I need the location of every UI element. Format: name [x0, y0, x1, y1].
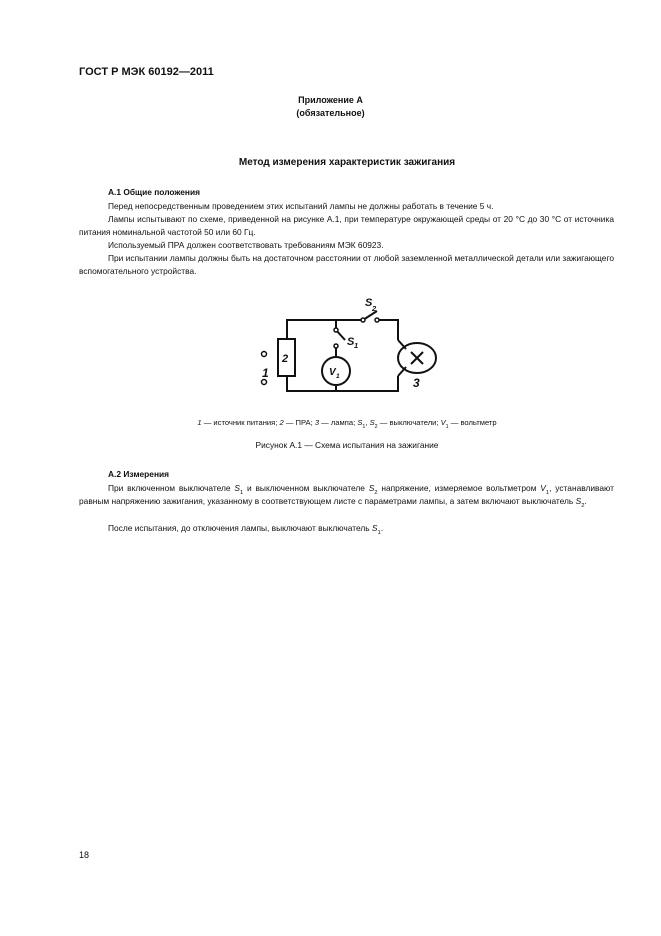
a2-paragraph-2: После испытания, до отключения лампы, выключают выключатель $S_1$.	[108, 523, 384, 536]
document-header: ГОСТ Р МЭК 60192—2011	[79, 66, 214, 78]
voltmeter-circle	[322, 357, 350, 385]
a2-paragraph-1: При включенном выключателе $S_1$ и выключенном выключателе $S_2$ напряжение, измеряемое вольтметром $V_1$, устанавливают равным напряжению зажигания, указанному в соответствующем листе с параметрами лампы, а затем включают выключатель $S_2$.	[79, 483, 614, 510]
label-s2-sub: 2	[372, 304, 377, 313]
a1-paragraph-1: Перед непосредственным проведением этих испытаний лампы не должны работать в течение 5 ч.	[108, 201, 494, 211]
label-source: 1	[262, 366, 269, 380]
a1-paragraph-4: При испытании лампы должны быть на достаточном расстоянии от любой заземленной металлической детали или зажигающего вспомогательного устройства.	[79, 253, 614, 276]
test-circuit-diagram	[0, 290, 661, 410]
label-s1-sub: 1	[354, 341, 359, 350]
figure-caption: Рисунок А.1 — Схема испытания на зажигание	[255, 440, 439, 450]
page-number: 18	[79, 850, 90, 860]
a1-paragraph-3: Используемый ПРА должен соответствовать требованиям МЭК 60923.	[108, 240, 384, 250]
label-s1: S	[347, 336, 355, 348]
label-ballast: 2	[282, 353, 289, 365]
label-voltmeter: V	[329, 367, 336, 378]
switch-s2-contact-left	[361, 318, 365, 322]
source-terminal-top	[262, 352, 267, 357]
wire-top-right	[377, 320, 398, 340]
label-lamp: 3	[413, 376, 420, 390]
appendix-status: (обязательное)	[296, 108, 365, 118]
main-title: Метод измерения характеристик зажигания	[238, 157, 456, 168]
a1-paragraph-2: Лампы испытывают по схеме, приведенной на рисунке А.1, при температуре окружающей среды от 20 °С до 30 °С от источника питания номинальной частотой 50 или 60 Гц.	[79, 214, 614, 237]
label-s2: S	[365, 297, 373, 309]
appendix-title: Приложение А	[298, 95, 363, 105]
label-voltmeter-sub: 1	[336, 373, 340, 380]
figure-legend: 1 — источник питания; 2 — ПРА; 3 — лампа; $S_1$, $S_2$ — выключатели; $V_1$ — вольтметр	[197, 418, 497, 430]
switch-s2-contact-right	[375, 318, 379, 322]
source-terminal-bottom	[262, 380, 267, 385]
section-a1-heading: А.1 Общие положения	[108, 187, 201, 197]
switch-s1-contact-bottom	[334, 344, 338, 348]
switch-s1-contact-top	[334, 328, 338, 332]
section-a2-heading: А.2 Измерения	[108, 469, 170, 479]
